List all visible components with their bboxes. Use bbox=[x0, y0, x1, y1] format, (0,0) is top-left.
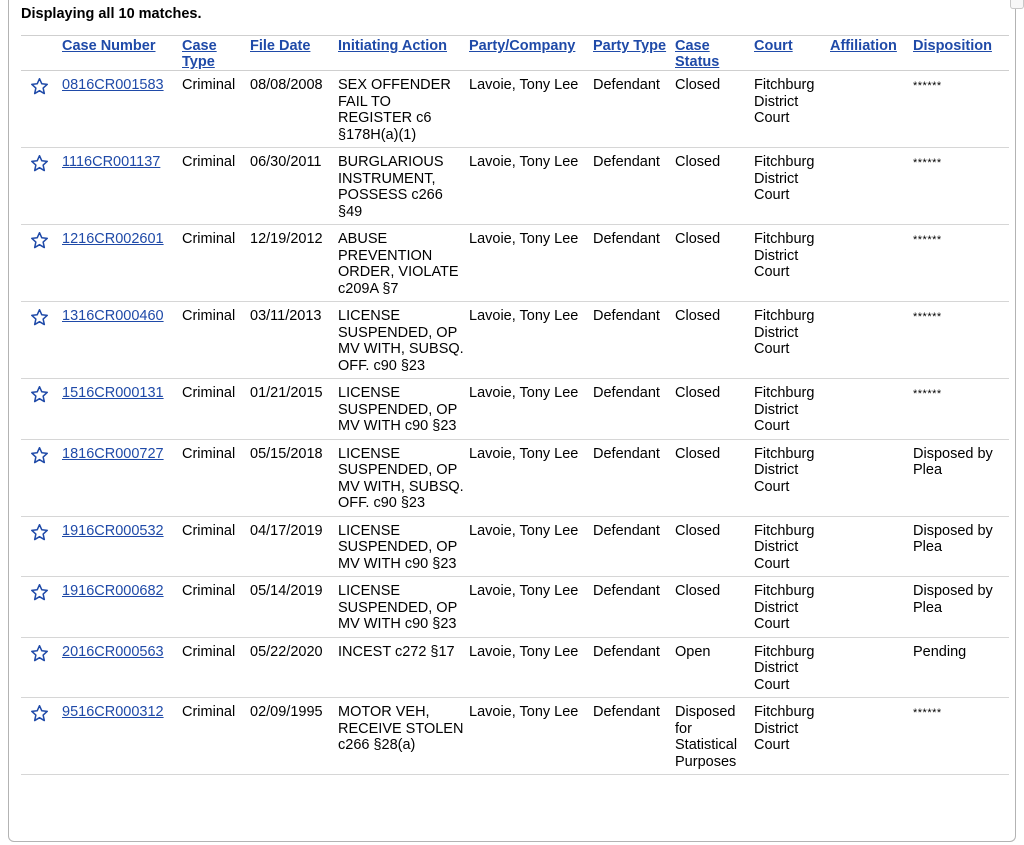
disposition-cell bbox=[908, 71, 1009, 148]
header-court[interactable]: Court bbox=[749, 36, 825, 71]
disposition-cell bbox=[908, 516, 1009, 577]
header-file-date[interactable]: File Date bbox=[245, 36, 333, 71]
affiliation-cell bbox=[825, 637, 908, 698]
case-type-cell: Criminal bbox=[177, 637, 245, 698]
party-cell: Lavoie, Tony Lee bbox=[464, 225, 588, 302]
initiating-action-cell: LICENSE SUSPENDED, OP MV WITH, SUBSQ. OFF. c90 §23 bbox=[333, 302, 464, 379]
court-cell: Fitchburg District Court bbox=[749, 516, 825, 577]
table-row bbox=[21, 439, 1009, 516]
affiliation-cell bbox=[825, 71, 908, 148]
case-number-link[interactable]: 1216CR002601 bbox=[62, 231, 164, 247]
case-status-cell: Closed bbox=[670, 225, 749, 302]
case-type-cell: Criminal bbox=[177, 439, 245, 516]
table-row bbox=[21, 698, 1009, 775]
star-icon[interactable] bbox=[30, 446, 49, 465]
case-status-cell: Closed bbox=[670, 516, 749, 577]
disposition-cell bbox=[908, 379, 1009, 440]
case-number-cell[interactable] bbox=[57, 439, 177, 516]
party-cell: Lavoie, Tony Lee bbox=[464, 698, 588, 775]
party-type-cell: Defendant bbox=[588, 71, 670, 148]
favorite-cell[interactable] bbox=[21, 379, 57, 440]
header-party-type[interactable]: Party Type bbox=[588, 36, 670, 71]
case-type-cell: Criminal bbox=[177, 71, 245, 148]
case-number-cell[interactable] bbox=[57, 379, 177, 440]
star-icon[interactable] bbox=[30, 231, 49, 250]
disposition-text: ****** bbox=[913, 311, 942, 323]
party-type-cell: Defendant bbox=[588, 637, 670, 698]
party-cell: Lavoie, Tony Lee bbox=[464, 71, 588, 148]
party-cell: Lavoie, Tony Lee bbox=[464, 439, 588, 516]
party-type-cell: Defendant bbox=[588, 577, 670, 638]
favorite-cell[interactable] bbox=[21, 577, 57, 638]
disposition-text: Pending bbox=[913, 643, 967, 660]
case-number-cell[interactable] bbox=[57, 637, 177, 698]
table-row bbox=[21, 148, 1009, 225]
file-date-cell: 12/19/2012 bbox=[245, 225, 333, 302]
disposition-text: ****** bbox=[913, 388, 942, 400]
table-header-row bbox=[21, 36, 1009, 71]
disposition-text: ****** bbox=[913, 157, 942, 169]
case-type-cell: Criminal bbox=[177, 577, 245, 638]
disposition-cell bbox=[908, 148, 1009, 225]
disposition-text: ****** bbox=[913, 707, 942, 719]
case-number-cell[interactable] bbox=[57, 516, 177, 577]
disposition-text: ****** bbox=[913, 234, 942, 246]
favorite-cell[interactable] bbox=[21, 302, 57, 379]
initiating-action-cell: INCEST c272 §17 bbox=[333, 637, 464, 698]
table-row bbox=[21, 577, 1009, 638]
initiating-action-cell: LICENSE SUSPENDED, OP MV WITH c90 §23 bbox=[333, 577, 464, 638]
case-status-cell: Closed bbox=[670, 439, 749, 516]
file-date-cell: 04/17/2019 bbox=[245, 516, 333, 577]
party-type-cell: Defendant bbox=[588, 698, 670, 775]
case-number-link[interactable]: 1516CR000131 bbox=[62, 385, 164, 401]
initiating-action-cell: LICENSE SUSPENDED, OP MV WITH c90 §23 bbox=[333, 379, 464, 440]
header-case-type[interactable]: Case Type bbox=[177, 36, 245, 71]
header-case-number[interactable]: Case Number bbox=[57, 36, 177, 71]
disposition-cell bbox=[908, 225, 1009, 302]
table-row bbox=[21, 225, 1009, 302]
case-type-cell: Criminal bbox=[177, 516, 245, 577]
affiliation-cell bbox=[825, 516, 908, 577]
disposition-text: Disposed by Plea bbox=[913, 583, 993, 616]
case-number-link[interactable]: 1116CR001137 bbox=[62, 154, 161, 170]
party-cell: Lavoie, Tony Lee bbox=[464, 516, 588, 577]
case-number-cell[interactable] bbox=[57, 577, 177, 638]
star-icon[interactable] bbox=[30, 308, 49, 327]
star-icon[interactable] bbox=[30, 644, 49, 663]
affiliation-cell bbox=[825, 577, 908, 638]
case-status-cell: Disposed for Statistical Purposes bbox=[670, 698, 749, 775]
file-date-cell: 05/14/2019 bbox=[245, 577, 333, 638]
party-type-cell: Defendant bbox=[588, 302, 670, 379]
disposition-text: Disposed by Plea bbox=[913, 445, 993, 478]
initiating-action-cell: BURGLARIOUS INSTRUMENT, POSSESS c266 §49 bbox=[333, 148, 464, 225]
table-row bbox=[21, 637, 1009, 698]
initiating-action-cell: SEX OFFENDER FAIL TO REGISTER c6 §178H(a)(1) bbox=[333, 71, 464, 148]
case-number-cell[interactable] bbox=[57, 302, 177, 379]
party-cell: Lavoie, Tony Lee bbox=[464, 577, 588, 638]
case-results-table bbox=[21, 35, 1009, 775]
disposition-text: ****** bbox=[913, 80, 942, 92]
disposition-cell bbox=[908, 637, 1009, 698]
affiliation-cell bbox=[825, 698, 908, 775]
court-cell: Fitchburg District Court bbox=[749, 71, 825, 148]
party-cell: Lavoie, Tony Lee bbox=[464, 379, 588, 440]
case-status-cell: Closed bbox=[670, 577, 749, 638]
header-case-status[interactable]: Case Status bbox=[670, 36, 749, 71]
case-number-link[interactable]: 9516CR000312 bbox=[62, 704, 164, 720]
file-date-cell: 06/30/2011 bbox=[245, 148, 333, 225]
star-icon[interactable] bbox=[30, 523, 49, 542]
party-cell: Lavoie, Tony Lee bbox=[464, 637, 588, 698]
star-icon[interactable] bbox=[30, 154, 49, 173]
court-cell: Fitchburg District Court bbox=[749, 577, 825, 638]
file-date-cell: 08/08/2008 bbox=[245, 71, 333, 148]
star-icon[interactable] bbox=[30, 704, 49, 723]
case-number-cell[interactable] bbox=[57, 71, 177, 148]
header-party-company[interactable]: Party/Company bbox=[464, 36, 588, 71]
favorite-cell[interactable] bbox=[21, 225, 57, 302]
table-row bbox=[21, 71, 1009, 148]
star-icon[interactable] bbox=[30, 77, 49, 96]
court-cell: Fitchburg District Court bbox=[749, 379, 825, 440]
affiliation-cell bbox=[825, 225, 908, 302]
header-favorite bbox=[21, 36, 57, 71]
star-icon[interactable] bbox=[30, 583, 49, 602]
affiliation-cell bbox=[825, 439, 908, 516]
party-type-cell: Defendant bbox=[588, 225, 670, 302]
case-number-link[interactable]: 1916CR000682 bbox=[62, 583, 164, 599]
court-cell: Fitchburg District Court bbox=[749, 148, 825, 225]
party-type-cell: Defendant bbox=[588, 148, 670, 225]
affiliation-cell bbox=[825, 302, 908, 379]
disposition-cell bbox=[908, 439, 1009, 516]
case-type-cell: Criminal bbox=[177, 379, 245, 440]
favorite-cell[interactable] bbox=[21, 148, 57, 225]
file-date-cell: 05/22/2020 bbox=[245, 637, 333, 698]
case-type-cell: Criminal bbox=[177, 698, 245, 775]
disposition-cell bbox=[908, 302, 1009, 379]
case-type-cell: Criminal bbox=[177, 302, 245, 379]
court-cell: Fitchburg District Court bbox=[749, 637, 825, 698]
table-row bbox=[21, 516, 1009, 577]
file-date-cell: 01/21/2015 bbox=[245, 379, 333, 440]
initiating-action-cell: MOTOR VEH, RECEIVE STOLEN c266 §28(a) bbox=[333, 698, 464, 775]
file-date-cell: 03/11/2013 bbox=[245, 302, 333, 379]
disposition-cell bbox=[908, 577, 1009, 638]
party-type-cell: Defendant bbox=[588, 379, 670, 440]
court-cell: Fitchburg District Court bbox=[749, 439, 825, 516]
disposition-cell bbox=[908, 698, 1009, 775]
case-number-link[interactable]: 1316CR000460 bbox=[62, 308, 164, 324]
header-affiliation[interactable]: Affiliation bbox=[825, 36, 908, 71]
court-cell: Fitchburg District Court bbox=[749, 698, 825, 775]
initiating-action-cell: LICENSE SUSPENDED, OP MV WITH, SUBSQ. OFF. c90 §23 bbox=[333, 439, 464, 516]
case-type-cell: Criminal bbox=[177, 225, 245, 302]
case-number-link[interactable]: 1916CR000532 bbox=[62, 522, 164, 539]
file-date-cell: 05/15/2018 bbox=[245, 439, 333, 516]
case-status-cell: Closed bbox=[670, 379, 749, 440]
case-number-link[interactable]: 1816CR000727 bbox=[62, 445, 164, 462]
affiliation-cell bbox=[825, 379, 908, 440]
file-date-cell: 02/09/1995 bbox=[245, 698, 333, 775]
table-row bbox=[21, 379, 1009, 440]
court-cell: Fitchburg District Court bbox=[749, 302, 825, 379]
favorite-cell[interactable] bbox=[21, 439, 57, 516]
party-cell: Lavoie, Tony Lee bbox=[464, 148, 588, 225]
results-summary: Displaying all 10 matches. bbox=[21, 6, 202, 22]
case-number-cell[interactable] bbox=[57, 225, 177, 302]
initiating-action-cell: ABUSE PREVENTION ORDER, VIOLATE c209A §7 bbox=[333, 225, 464, 302]
header-initiating-action[interactable]: Initiating Action bbox=[333, 36, 464, 71]
court-cell: Fitchburg District Court bbox=[749, 225, 825, 302]
table-row bbox=[21, 302, 1009, 379]
case-number-cell[interactable] bbox=[57, 148, 177, 225]
scrollbar-thumb[interactable] bbox=[1010, 0, 1024, 9]
case-number-link[interactable]: 0816CR001583 bbox=[62, 77, 164, 93]
initiating-action-cell: LICENSE SUSPENDED, OP MV WITH c90 §23 bbox=[333, 516, 464, 577]
case-status-cell: Open bbox=[670, 637, 749, 698]
favorite-cell[interactable] bbox=[21, 71, 57, 148]
disposition-text: Disposed by Plea bbox=[913, 522, 993, 555]
favorite-cell[interactable] bbox=[21, 516, 57, 577]
case-number-cell[interactable] bbox=[57, 698, 177, 775]
case-status-cell: Closed bbox=[670, 148, 749, 225]
party-type-cell: Defendant bbox=[588, 439, 670, 516]
party-type-cell: Defendant bbox=[588, 516, 670, 577]
case-type-cell: Criminal bbox=[177, 148, 245, 225]
header-disposition[interactable]: Disposition bbox=[908, 36, 1009, 71]
case-status-cell: Closed bbox=[670, 71, 749, 148]
case-number-link[interactable]: 2016CR000563 bbox=[62, 643, 164, 660]
favorite-cell[interactable] bbox=[21, 698, 57, 775]
party-cell: Lavoie, Tony Lee bbox=[464, 302, 588, 379]
affiliation-cell bbox=[825, 148, 908, 225]
star-icon[interactable] bbox=[30, 385, 49, 404]
case-status-cell: Closed bbox=[670, 302, 749, 379]
favorite-cell[interactable] bbox=[21, 637, 57, 698]
